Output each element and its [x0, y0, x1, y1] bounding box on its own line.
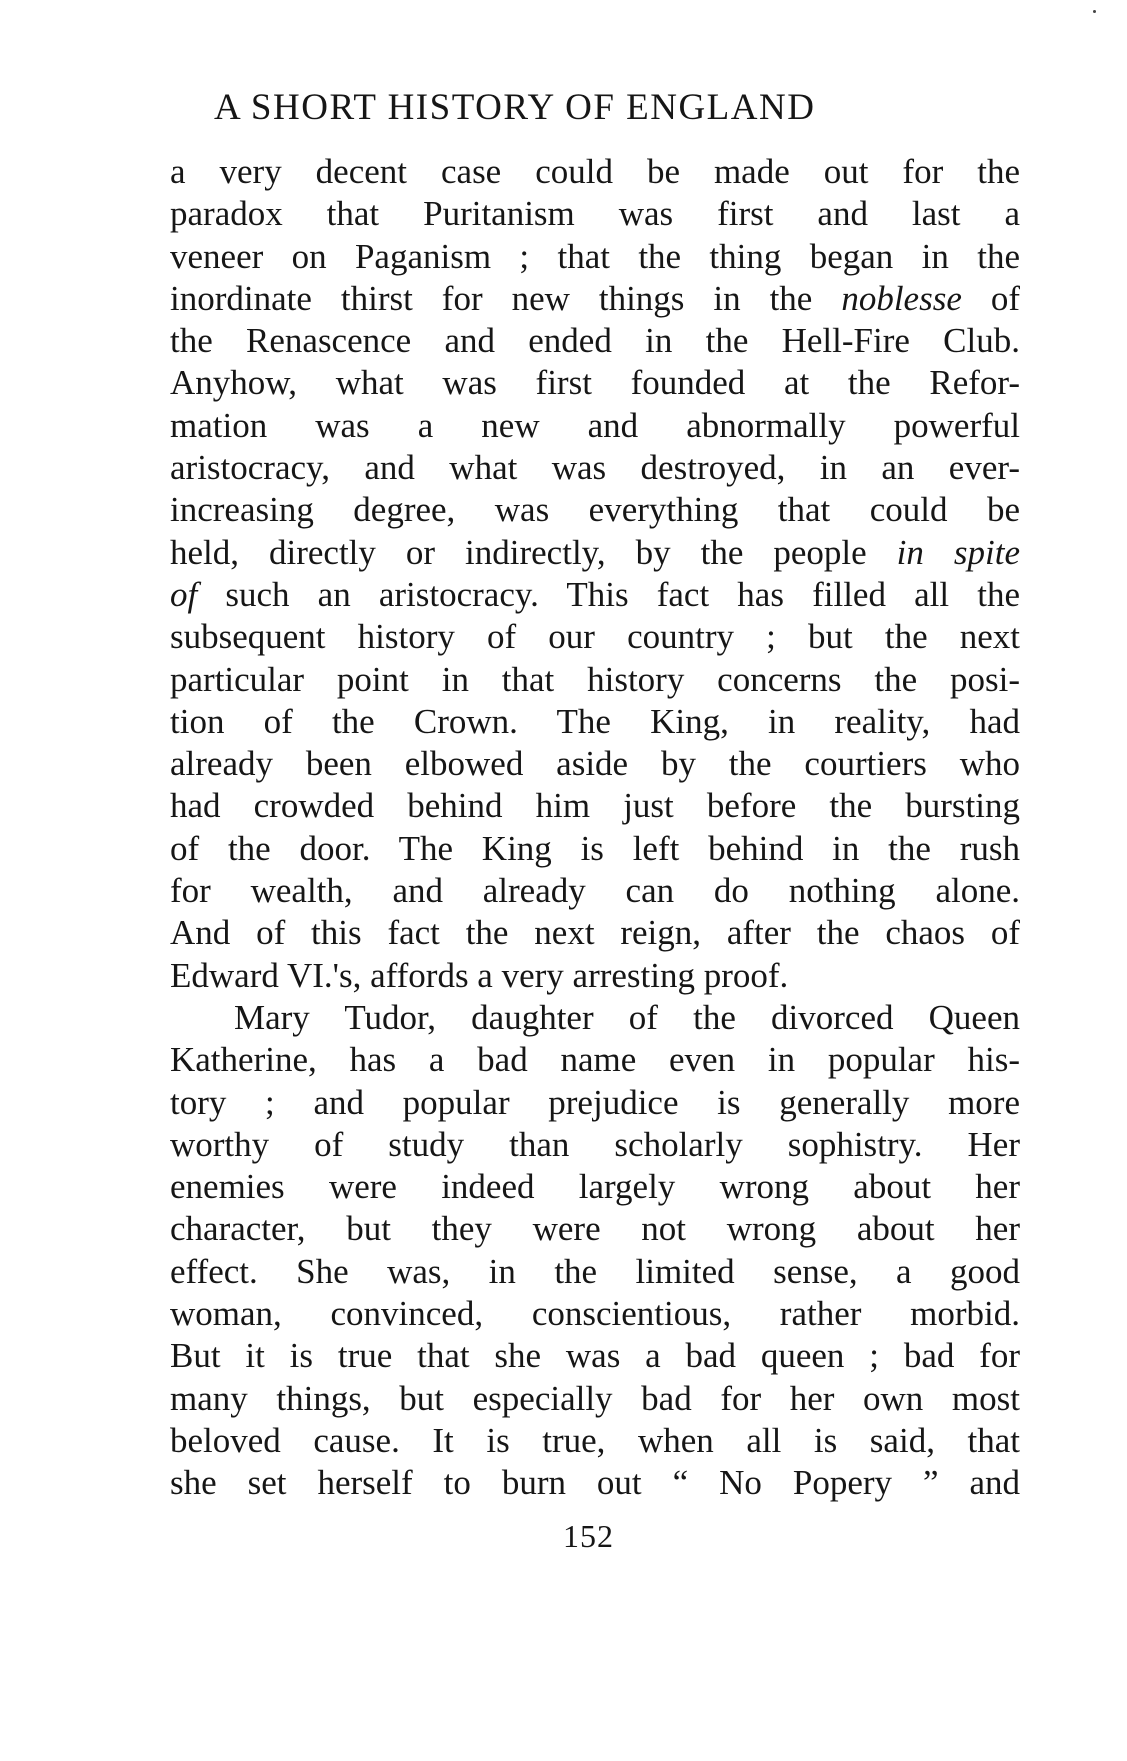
- text-line: tion of the Crown. The King, in reality, had: [170, 701, 1020, 741]
- text-line: effect. She was, in the limited sense, a good: [170, 1251, 1020, 1291]
- text-line: woman, convinced, conscientious, rather morbid.: [170, 1294, 1020, 1334]
- running-head: A SHORT HISTORY OF ENGLAND: [214, 87, 816, 128]
- text-line: [170, 532, 1020, 574]
- text-line: had crowded behind him just before the bursting: [170, 786, 1020, 826]
- text-line: tory ; and popular prejudice is generally more: [170, 1082, 1020, 1122]
- text-line: veneer on Paganism ; that the thing began in the: [170, 236, 1020, 276]
- text-line: Edward VI.'s, affords a very arresting proof.: [170, 955, 789, 995]
- text-line: character, but they were not wrong about her: [170, 1209, 1020, 1249]
- text-line: And of this fact the next reign, after the chaos of: [170, 913, 1020, 953]
- text-line: a very decent case could be made out for the: [170, 152, 1020, 191]
- text-line: subsequent history of our country ; but the next: [170, 617, 1020, 657]
- text-line: Mary Tudor, daughter of the divorced Queen: [234, 997, 1020, 1037]
- italic-run: noblesse: [841, 278, 962, 318]
- text-line: But it is true that she was a bad queen ; bad for: [170, 1336, 1020, 1376]
- italic-run: of: [170, 574, 198, 614]
- text-line: many things, but especially bad for her own most: [170, 1378, 1020, 1418]
- text-line: beloved cause. It is true, when all is said, that: [170, 1420, 1020, 1460]
- text-line: Katherine, has a bad name even in popular his-: [170, 1040, 1020, 1080]
- text-line: already been elbowed aside by the courtiers who: [170, 744, 1020, 784]
- text-run: such an aristocracy. This fact has filled all the: [197, 574, 1020, 614]
- text-line: she set herself to burn out “ No Popery ” and: [170, 1463, 1020, 1503]
- text-line: the Renascence and ended in the Hell-Fire Club.: [170, 321, 1020, 361]
- text-run: of: [961, 278, 1020, 318]
- text-line: increasing degree, was everything that could be: [170, 490, 1020, 530]
- text-line: for wealth, and already can do nothing alone.: [170, 871, 1020, 911]
- text-line: of the door. The King is left behind in the rush: [170, 828, 1020, 868]
- body-text: [170, 151, 1020, 1505]
- text-line: worthy of study than scholarly sophistry. Her: [170, 1124, 1020, 1164]
- text-line: mation was a new and abnormally powerful: [170, 405, 1020, 445]
- text-line: enemies were indeed largely wrong about her: [170, 1167, 1020, 1207]
- text-line: Anyhow, what was first founded at the Refor-: [170, 363, 1020, 403]
- text-run: held, directly or indirectly, by the people: [170, 532, 897, 572]
- text-line: [170, 278, 1020, 320]
- text-line: [170, 574, 1020, 616]
- text-line: paradox that Puritanism was first and last a: [170, 194, 1020, 234]
- text-run: inordinate thirst for new things in the: [170, 278, 842, 318]
- page-number: 152: [563, 1518, 614, 1554]
- print-speck: [1093, 10, 1096, 13]
- text-line: particular point in that history concerns the posi-: [170, 659, 1020, 699]
- text-line: aristocracy, and what was destroyed, in an ever-: [170, 448, 1020, 488]
- italic-run: in spite: [896, 532, 1020, 572]
